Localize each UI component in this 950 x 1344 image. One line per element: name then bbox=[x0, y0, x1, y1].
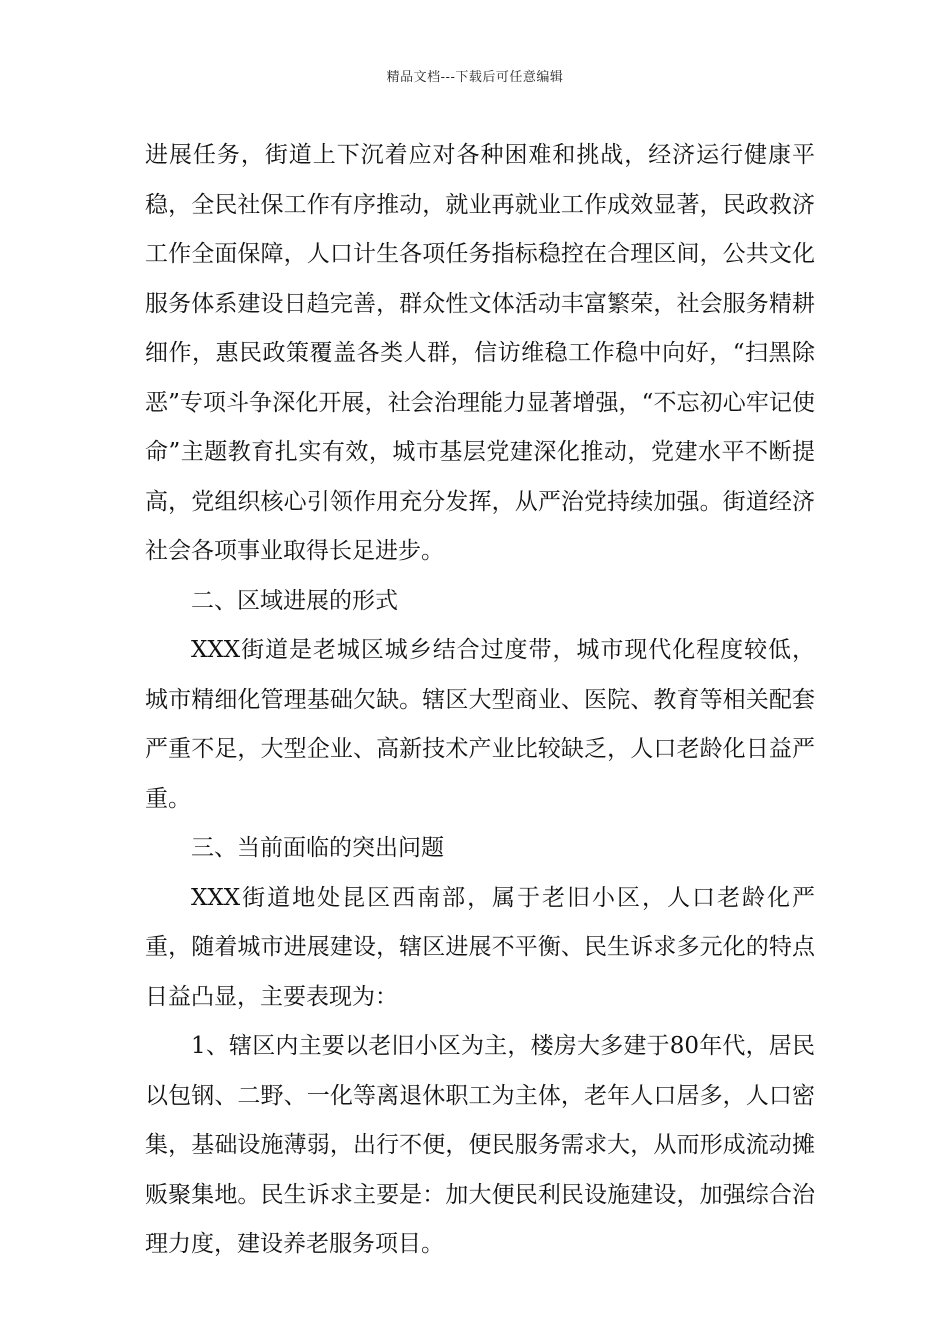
paragraph-regional-form: XXX街道是老城区城乡结合过度带，城市现代化程度较低，城市精细化管理基础欠缺。辖区大型商业、医院、教育等相关配套严重不足，大型企业、高新技术产业比较缺乏，人口老龄化日益严重。 bbox=[145, 637, 815, 812]
paragraph-current-problems: XXX街道地处昆区西南部，属于老旧小区，人口老龄化严重，随着城市进展建设，辖区进展不平衡、民生诉求多元化的特点日益凸显，主要表现为： bbox=[145, 884, 815, 1010]
paragraph-continued: 进展任务，街道上下沉着应对各种困难和挑战，经济运行健康平稳，全民社保工作有序推动，就业再就业工作成效显著，民政救济工作全面保障，人口计生各项任务指标稳控在合理区间，公共文化服务体系建设日趋完善，群众性文体活动丰富繁荣，社会服务精耕细作，惠民政策覆盖各类人群，信访维稳工作稳中向好，“扫黑除恶”专项斗争深化开展，社会治理能力显著增强，“不忘初心牢记使命”主题教育扎实有效，城市基层党建深化推动，党建水平不断提高，党组织核心引领作用充分发挥，从严治党持续加强。街道经济社会各项事业取得长足进步。 bbox=[145, 142, 815, 564]
section-heading-regional-form: 二、区域进展的形式 bbox=[191, 587, 398, 614]
section-heading-current-problems: 三、当前面临的突出问题 bbox=[191, 835, 444, 861]
page-header: 精品文档---下载后可任意编辑 bbox=[386, 70, 564, 85]
paragraph-item-1: 1、辖区内主要以老旧小区为主，楼房大多建于80年代，居民以包钢、二野、一化等离退休职工为主体，老年人口居多，人口密集，基础设施薄弱，出行不便，便民服务需求大，从而形成流动摊贩聚集地。民生诉求主要是：加大便民利民设施建设，加强综合治理力度，建设养老服务项目。 bbox=[145, 1033, 815, 1257]
document-body bbox=[145, 131, 815, 1270]
